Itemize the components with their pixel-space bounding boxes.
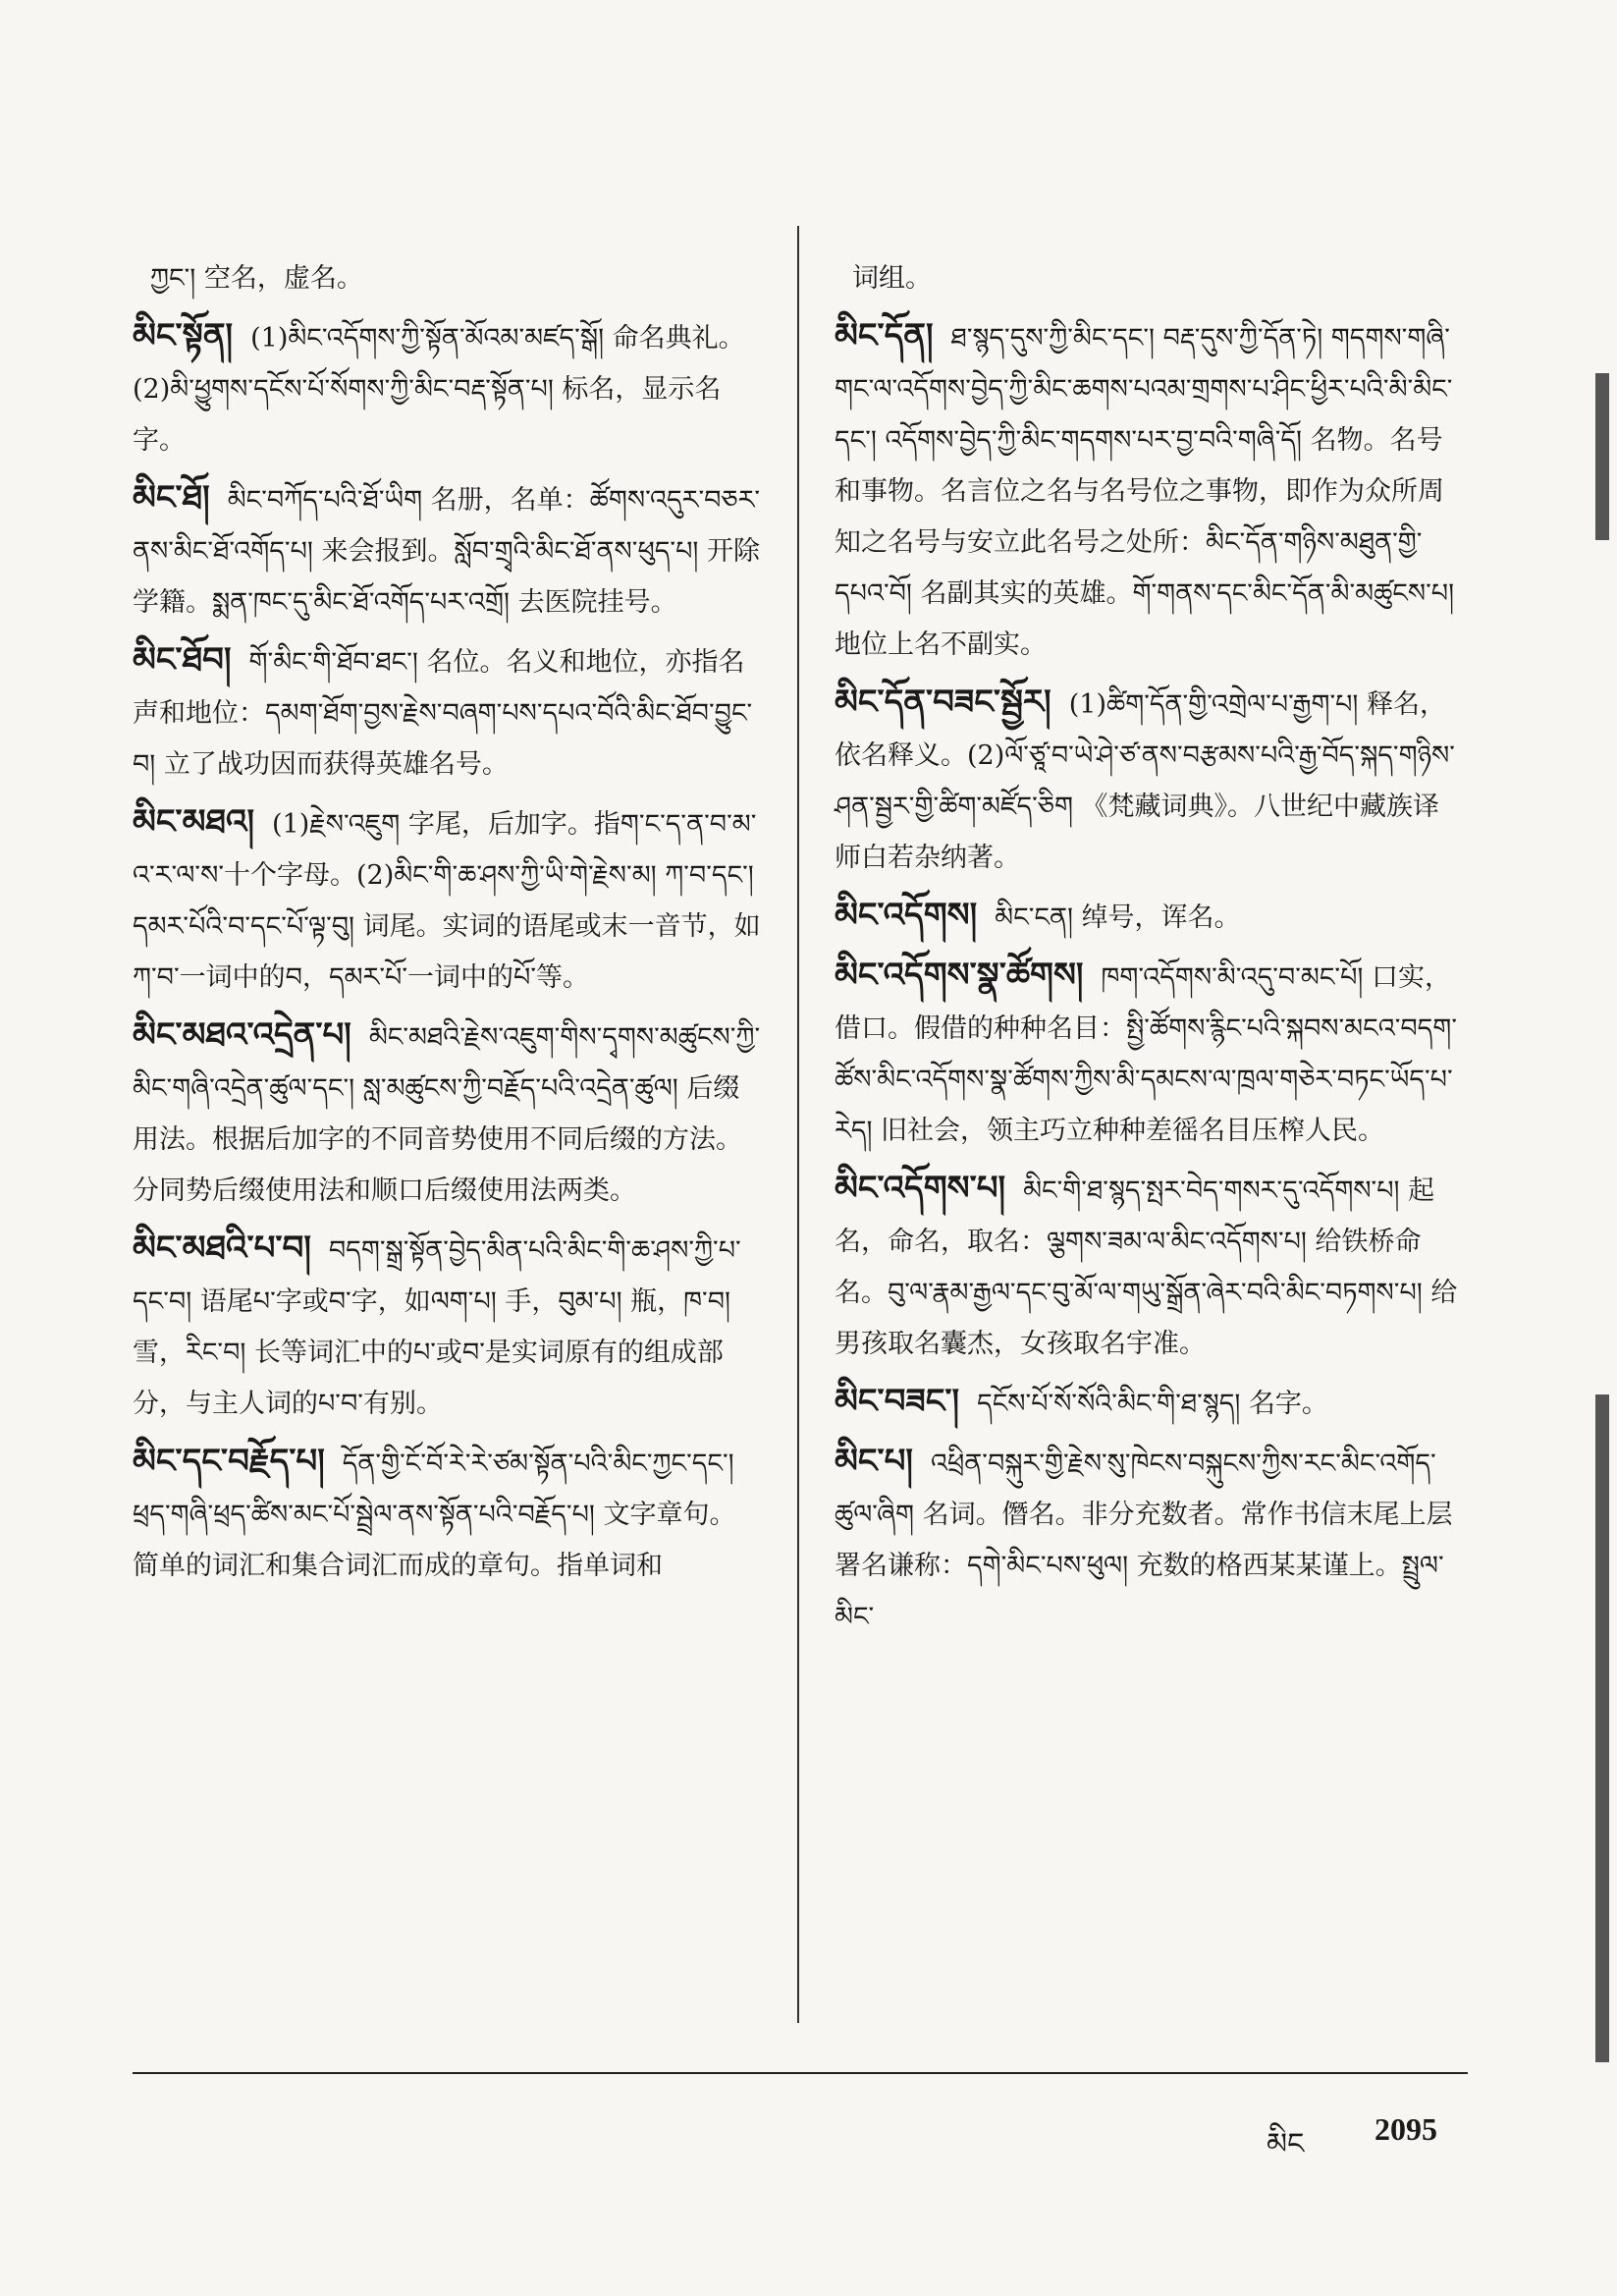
running-footer-word: མིང [1267,2127,1305,2161]
entry [835,1163,1463,1370]
entry-definition: འཕྲིན་བསྐུར་གྱི་རྗེས་སུ་ཁེངས་བསྐུངས་ཀྱིས་རང་མིང་འགོད་ཚུལ་ཞིག 名词。僭名。非分充数者。常作书信末尾上层署名谦称：དགེ་མིང་པས་ཕུལ། 充数的格西某某谨上。སྤྲུལ་མིང་ [835,1449,1453,1632]
entry-headword: མིང་དང་བརྗོད་པ། [133,1442,325,1481]
scan-mark [1595,373,1609,540]
entry-headword: མིང་པ། [835,1442,913,1481]
entry [835,1376,1463,1430]
entry-definition: མིང་མཐའི་རྗེས་འཇུག་གིས་དྭགས་མཚུངས་ཀྱི་མིང་གཞི་འདྲེན་ཚུལ་དང་། སླ་མཚུངས་ཀྱི་བརྗོད་པའི་འདྲེན་ཚུལ། 后缀用法。根据后加字的不同音势使用不同后缀的方法。分同势后缀使用法和顺口后缀使用法两类。 [133,1022,761,1206]
entry [133,310,761,466]
entry [133,796,761,1004]
entry-headword: མིང་དོན་བཟང་སྦྱོར། [835,683,1051,722]
entry-headword: མིང་འདོགས་སྣ་ཚོགས། [835,956,1084,995]
entry-definition: མིང་ངན། 绰号，诨名。 [995,902,1241,933]
entry-headword: མིང་མཐའ་འདྲེན་པ། [133,1015,351,1055]
entry [835,1436,1463,1643]
entry-headword: མིང་འདོགས་པ། [835,1169,1006,1208]
entry-definition: ཁག་འདོགས་མི་འདུ་བ་མང་པོ། 口实，借口。假借的种种名目：སྤྱི་ཚོགས་རྙིང་པའི་སྐབས་མངའ་བདག་ཚོས་མིང་འདོགས་སྣ་ཚོགས་ཀྱིས་མི་དམངས་ལ་ཁྲལ་གཅེར་བཏང་ཡོད་པ་རེད། 旧社会，领主巧立种种差徭名目压榨人民。 [835,962,1457,1146]
entry [835,890,1463,944]
entry-headword: མིང་ཐོ། [133,478,210,518]
entry-headword: མིང་བཟང་། [835,1382,960,1421]
entry-definition: དངོས་པོ་སོ་སོའི་མིང་གི་ཐ་སྙད། 名字。 [977,1389,1328,1419]
entry-definition: 词组。 [852,263,932,294]
entry [835,250,1463,304]
entry-headword: མིང་སྟོན། [133,316,234,355]
scan-edge-marks [1578,0,1617,2296]
footer-rule [133,2072,1468,2074]
scan-mark [1595,1394,1609,2062]
entry [133,250,761,304]
entry-definition: (1)མིང་འདོགས་ཀྱི་སྟོན་མོའམ་མཛད་སྒོ། 命名典礼。(2)མི་ཕྱུགས་དངོས་པོ་སོགས་ཀྱི་མིང་བརྡ་སྟོན་པ། 标名，显示名字。 [133,323,745,456]
left-column [133,250,761,1598]
entry [133,1223,761,1430]
entry-definition: ཀྱང་། 空名，虚名。 [150,263,363,294]
right-column [835,250,1463,1649]
entry-headword: མིང་མཐའ། [133,802,254,842]
entry-definition: ཐ་སྙད་དུས་ཀྱི་མིང་དང་། བརྡ་དུས་ཀྱི་དོན་ཏེ། གདགས་གཞི་གང་ལ་འདོགས་བྱེད་ཀྱི་མིང་ཆགས་པའམ་གྲགས་པ་ཤིང་ཕྱིར་པའི་མི་མིང་དང་། འདོགས་བྱེད་ཀྱི་མིང་གདགས་པར་བྱ་བའི་གཞི་དོ། 名物。名号和事物。名言位之名与名号位之事物，即作为众所周知之名号与安立此名号之处所：མིང་དོན་གཉིས་མཐུན་གྱི་དཔའ་བོ། 名副其实的英雄。གོ་གནས་དང་མིང་དོན་མི་མཚུངས་པ། 地位上名不副实。 [835,323,1455,660]
entry [133,1436,761,1592]
entry-definition: (1)རྗེས་འཇུག 字尾，后加字。指ག་ང་ད་ན་བ་མ་འ་ར་ལ་ས་十个字母。(2)མིང་གི་ཆ་ཤས་ཀྱི་ཡི་གེ་རྗེས་མ། ཀ་བ་དང་། དམར་པོའི་བ་དང་པོ་ལྟ་བུ། 词尾。实词的语尾或末一音节，如ཀ་བ་一词中的བ，དམར་པོ་一词中的པོ་等。 [133,809,761,993]
entry [835,677,1463,884]
entry-headword: མིང་མཐའི་པ་བ། [133,1229,311,1268]
entry-definition: བདག་སྒྲ་སྟོན་བྱེད་མིན་པའི་མིང་གི་ཆ་ཤས་ཀྱི་པ་དང་བ། 语尾པ་字或བ་字，如ལག་པ། 手，བུམ་པ། 瓶，ཁ་བ། 雪，རིང་བ། 长等词汇中的པ་或བ་是实词原有的组成部分，与主人词的པ་བ་有别。 [133,1235,741,1419]
entry [835,310,1463,671]
entry-definition: མིང་གི་ཐ་སྙད་སྤར་བེད་གསར་དུ་འདོགས་པ། 起名，命名，取名：ལྕགས་ཟམ་ལ་མིང་འདོགས་པ། 给铁桥命名。བུ་ལ་རྣམ་རྒྱལ་དང་བུ་མོ་ལ་གཡུ་སྒྲོན་ཞེར་བའི་མིང་བཏགས་པ། 给男孩取名囊杰，女孩取名宇准。 [835,1175,1458,1359]
entry-headword: མིང་འདོགས། [835,896,978,935]
entry [835,950,1463,1157]
entry-headword: མིང་དོན། [835,316,934,355]
entry [133,472,761,629]
entry-definition: (1)ཚིག་དོན་གྱི་འགྲེལ་པ་རྒྱག་པ། 释名，依名释义。(2)ལོ་ཙཱ་བ་ཡེ་ཤེ་ཙ་ནས་བརྩམས་པའི་རྒྱ་བོད་སྐད་གཉིས་ཤན་སྦྱར་གྱི་ཚིག་མཛོད་ཅིག 《梵藏词典》。八世纪中藏族译师白若杂纳著。 [835,689,1455,873]
page-number: 2095 [1374,2111,1437,2147]
entry-definition: དོན་གྱི་ངོ་བོ་རེ་རེ་ཙམ་སྟོན་པའི་མིང་ཀྱང་དང་། ཕྲད་གཞི་ཕྲད་ཚིས་མང་པོ་སྦྲེལ་ནས་སྟོན་པའི་བརྗོད་པ། 文字章句。简单的词汇和集合词汇而成的章句。指单词和 [133,1449,736,1581]
column-divider [797,226,799,2023]
entry [133,634,761,791]
entry [133,1010,761,1217]
entry-definition: མིང་བཀོད་པའི་ཐོ་ཡིག 名册，名单：ཚོགས་འདུར་བཅར་ནས་མིང་ཐོ་འགོད་པ། 来会报到。སློབ་གྲྭའི་མིང་ཐོ་ནས་ཕུད་པ། 开除学籍。སྨན་ཁང་དུ་མིང་ཐོ་འགོད་པར་འགྲོ། 去医院挂号。 [133,485,761,618]
entry-definition: གོ་མིང་གི་ཐོབ་ཐང་། 名位。名义和地位，亦指名声和地位：དམག་ཐོག་བྱས་རྗེས་བཞག་པས་དཔའ་བོའི་མིང་ཐོབ་བྱུང་བ། 立了战功因而获得英雄名号。 [133,647,753,780]
entry-headword: མིང་ཐོབ། [133,640,232,680]
